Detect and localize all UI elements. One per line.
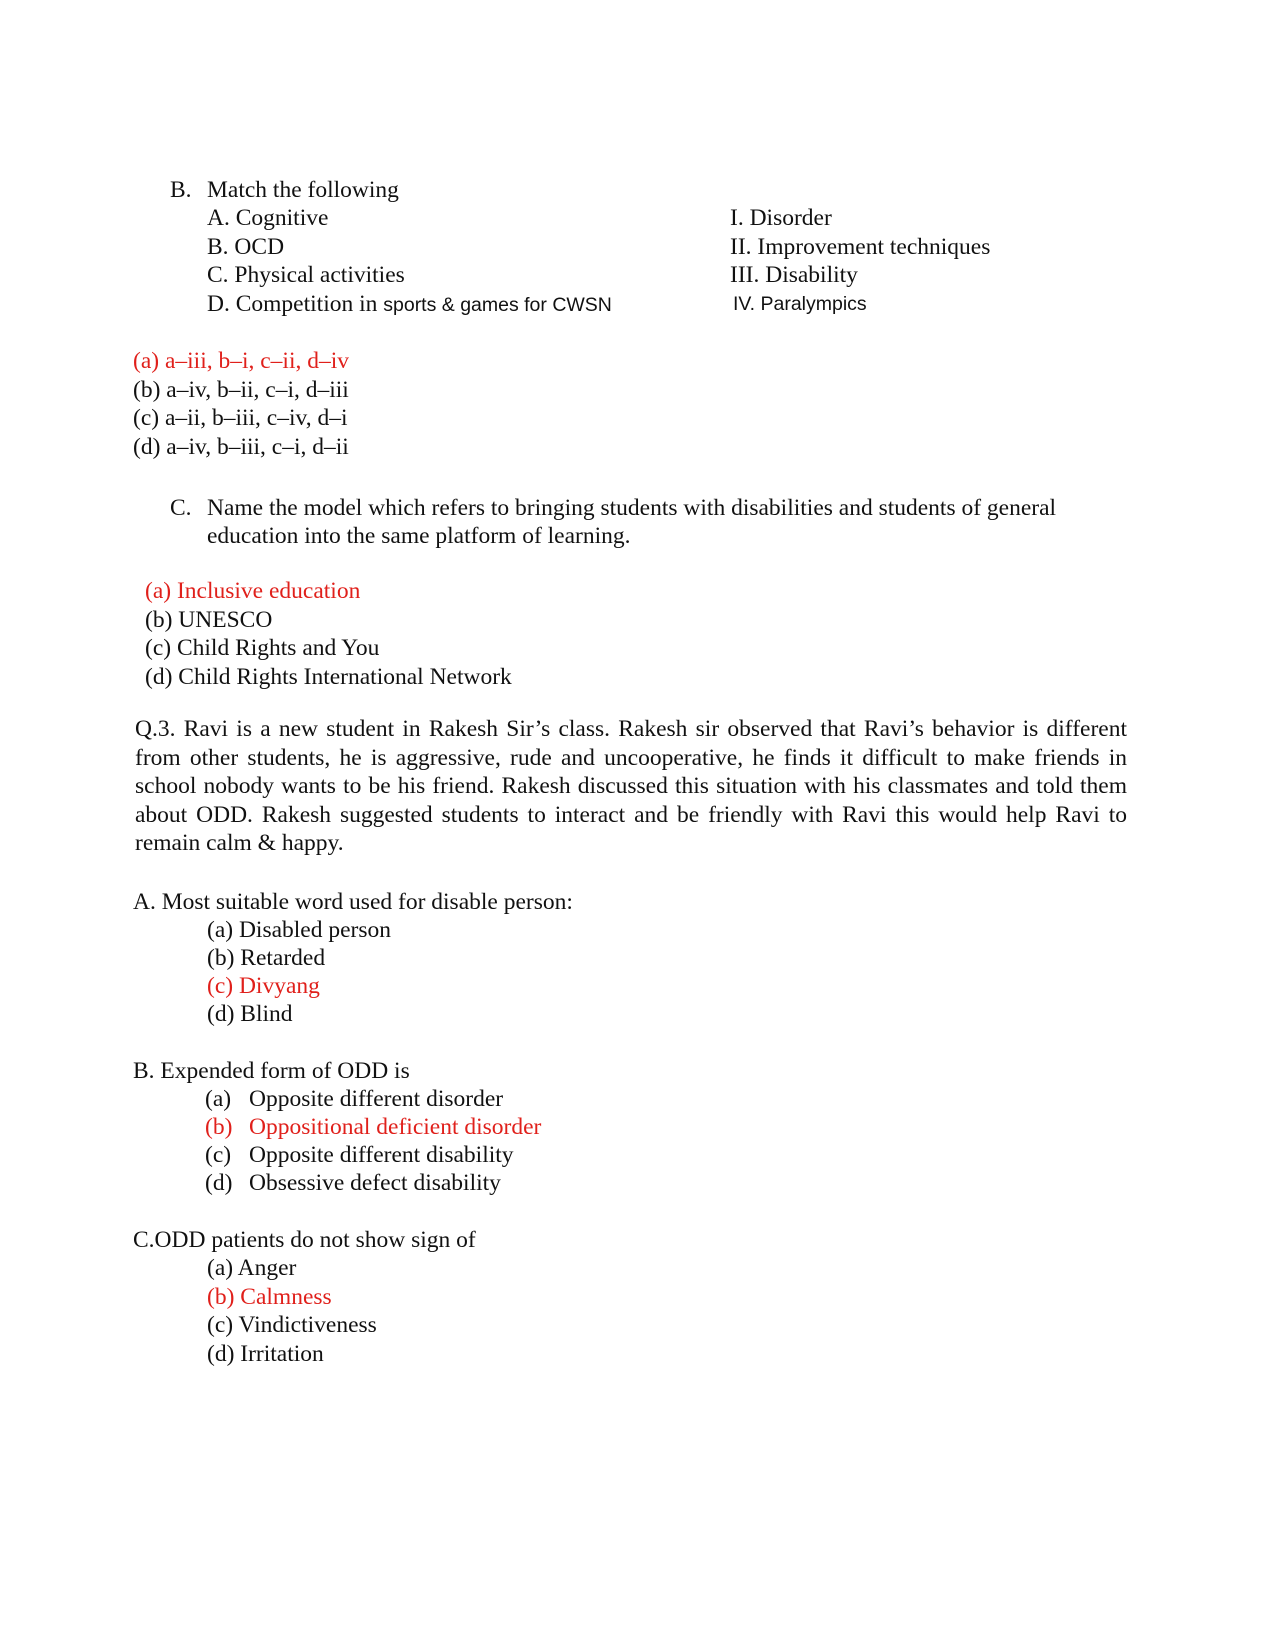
question-b-text: Match the following (207, 177, 399, 203)
q3-sub-b-options (205, 1085, 541, 1197)
match-left-column (207, 204, 612, 319)
option-correct: (a) Inclusive education (145, 578, 361, 604)
option-row (205, 1169, 541, 1197)
question-c-options (145, 577, 512, 691)
question-c-label: C. (170, 495, 192, 521)
option-label: (c) (205, 1142, 232, 1168)
option: (d) a–iv, b–iii, c–i, d–ii (133, 433, 349, 460)
option-text: Oppositional deficient disorder (249, 1114, 542, 1140)
option: (d) Child Rights International Network (145, 663, 512, 690)
q3-sub-a-options (207, 916, 391, 1028)
match-right-item: IV. Paralympics (733, 292, 867, 315)
option-row (205, 1141, 541, 1169)
option: (d) Blind (207, 1001, 293, 1027)
option: (b) UNESCO (145, 606, 273, 633)
option: (c) Vindictiveness (207, 1312, 377, 1338)
option-label: (b) (205, 1114, 233, 1140)
question-c-line: Name the model which refers to bringing students with disabilities and students of general (207, 495, 1057, 521)
option: (b) Retarded (207, 945, 326, 971)
option-correct: (a) a–iii, b–i, c–ii, d–iv (133, 348, 350, 374)
option: (c) a–ii, b–iii, c–iv, d–i (133, 405, 348, 431)
option: (d) Irritation (207, 1340, 324, 1367)
match-left-item-d-prefix: D. Competition in (207, 290, 384, 317)
option: (a) Anger (207, 1255, 297, 1281)
question-c-text (207, 494, 1056, 550)
option: (b) a–iv, b–ii, c–i, d–iii (133, 376, 349, 403)
option-correct: (c) Divyang (207, 973, 320, 999)
q3-sub-c-options (207, 1254, 377, 1368)
option-text: Opposite different disorder (249, 1086, 504, 1112)
option-text: Opposite different disability (249, 1142, 514, 1168)
q3-passage: Q.3. Ravi is a new student in Rakesh Sir’s class. Rakesh sir observed that Ravi’s behavior is different from other students, he is aggressive, rude and uncooperative, he finds it difficult to make friends in school nobody wants to be his friend. Rakesh discussed this situation with his classmates and told them about ODD. Rakesh suggested students to interact and be friendly with Ravi this would help Ravi to remain calm & happy. (135, 716, 1127, 856)
match-right-item: II. Improvement techniques (730, 233, 991, 260)
match-right-item: I. Disorder (730, 205, 832, 231)
question-c-line: education into the same platform of learning. (207, 523, 631, 549)
option-row (205, 1085, 541, 1113)
match-left-item-d-suffix: sports & games for CWSN (383, 293, 612, 316)
q3-sub-b-question: B. Expended form of ODD is (133, 1058, 410, 1084)
match-right-column (730, 204, 990, 318)
option-label: (a) (205, 1086, 232, 1112)
option: (a) Disabled person (207, 917, 392, 943)
match-left-item-d (207, 290, 612, 320)
option-label: (d) (205, 1170, 233, 1196)
option-text: Obsessive defect disability (249, 1170, 501, 1196)
q3-sub-a-question: A. Most suitable word used for disable person: (133, 889, 573, 915)
match-left-item: C. Physical activities (207, 262, 405, 288)
option-correct: (b) Calmness (207, 1283, 332, 1310)
match-right-item: III. Disability (730, 262, 858, 288)
question-b-options (133, 347, 349, 461)
option: (c) Child Rights and You (145, 635, 380, 661)
question-b-label: B. (170, 177, 192, 203)
match-left-item: A. Cognitive (207, 205, 329, 231)
match-left-item: B. OCD (207, 233, 285, 260)
q3-sub-c-question: C.ODD patients do not show sign of (133, 1227, 476, 1253)
option-row-correct (205, 1113, 541, 1141)
